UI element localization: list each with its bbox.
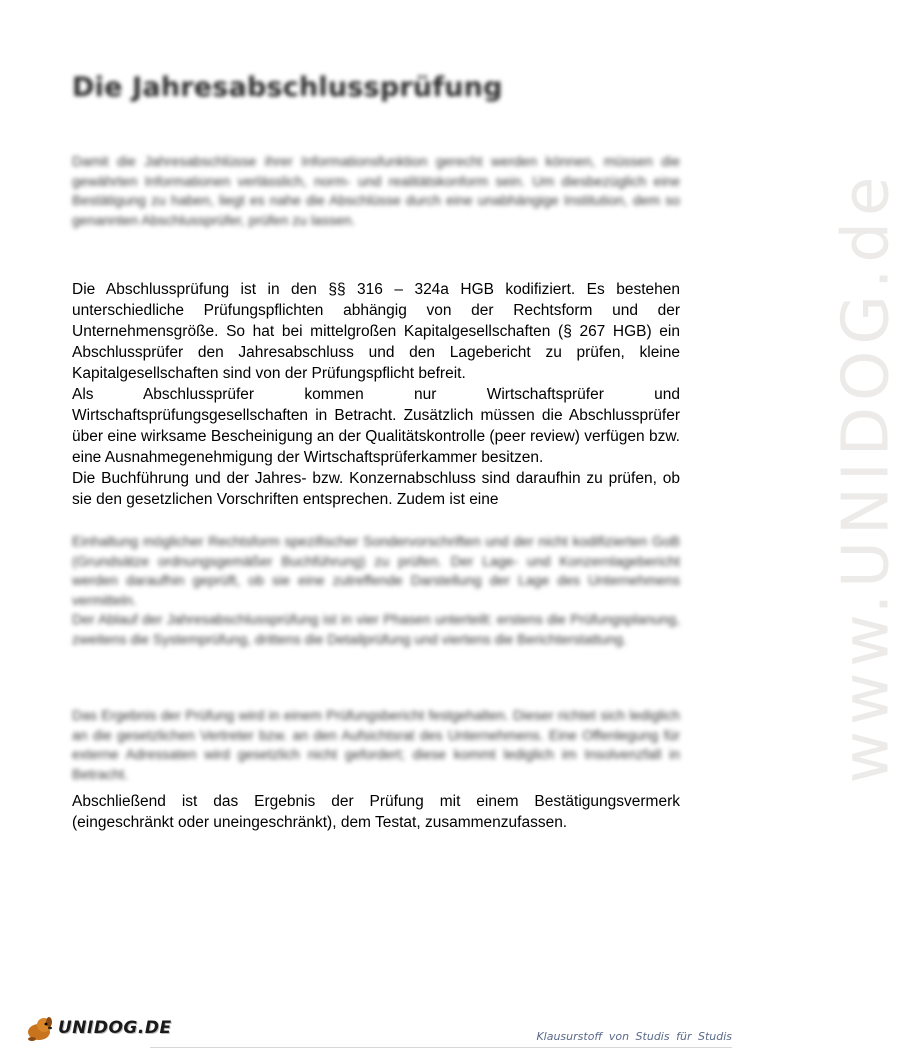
result-paragraph-blurred: Das Ergebnis der Prüfung wird in einem Prüfungsbericht festgehalten. Dieser richtet sich lediglich an die gesetzlichen Vertreter bzw. an den Aufsichtsrat des Unternehmens. Eine Offenlegung für externe Adressaten wird gesetzlich nicht gefordert; diese kommt lediglich im Insolvenzfall in Betracht. — [72, 707, 680, 782]
unidog-logo[interactable] — [22, 1014, 172, 1042]
footer-slogan: Klausurstoff von Studis für Studis — [536, 1030, 732, 1043]
main-paragraph-text: Die Abschlussprüfung ist in den §§ 316 – 324a HGB kodifiziert. Es bestehen unterschiedliche Prüfungspflichten abhängig von der Rechtsform und der Unternehmensgröße. So hat bei mittelgroßen Kapitalgesellschaften (§ 267 HGB) ein Abschlussprüfer den Jahresabschluss und den Lagebericht zu prüfen, kleine Kapitalgesellschaften sind von der Prüfungspflicht befreit. Als Abschlussprüfer kommen nur Wirtschaftsprüfer und Wirtschaftsprüfungsgesellschaften in Betracht. Zusätzlich müssen die Abschlussprüfer über eine wirksame Bescheinigung an der Qualitätskontrolle (peer review) verfügen bzw. eine Ausnahmegenehmigung der Wirtschaftsprüferkammer besitzen. Die Buchführung und der Jahres- bzw. Konzernabschluss sind daraufhin zu prüfen, ob sie den gesetzlichen Vorschriften entsprechen. Zudem ist eine — [72, 281, 680, 508]
main-paragraph — [72, 279, 680, 510]
dog-icon — [22, 1014, 56, 1042]
footer-divider — [150, 1047, 732, 1048]
conclusion-paragraph: Abschließend ist das Ergebnis der Prüfung mit einem Bestätigungsvermerk (eingeschränkt oder uneingeschränkt), dem Testat, zusammenzufassen. — [72, 793, 680, 831]
middle-paragraph-blurred: Einhaltung möglicher Rechtsform spezifischer Sondervorschriften und der nicht kodifizierten GoB (Grundsätze ordnungsgemäßer Buchführung) zu prüfen. Der Lage- und Konzernlagebericht werden daraufhin geprüft, ob sie eine zutreffende Darstellung der Lage des Unternehmens vermitteln. Der Ablauf der Jahresabschlussprüfung ist in vier Phasen unterteilt: erstens die Prüfungsplanung, zweitens die Systemprüfung, drittens die Detailprüfung und viertens die Berichterstattung. — [72, 533, 680, 647]
page-title: Die Jahresabschlussprüfung — [72, 72, 503, 103]
logo-text: UNIDOG.DE — [58, 1018, 172, 1038]
watermark: www.UNIDOG.de — [829, 170, 903, 784]
intro-paragraph-blurred: Damit die Jahresabschlüsse ihrer Informationsfunktion gerecht werden können, müssen die gewährten Informationen verlässlich, norm- und realitätskonform sein. Um diesbezüglich eine Bestätigung zu haben, liegt es nahe die Abschlüsse durch eine unabhängige Institution, dem so genannten Abschlussprüfer, prüfen zu lassen. — [72, 153, 680, 228]
